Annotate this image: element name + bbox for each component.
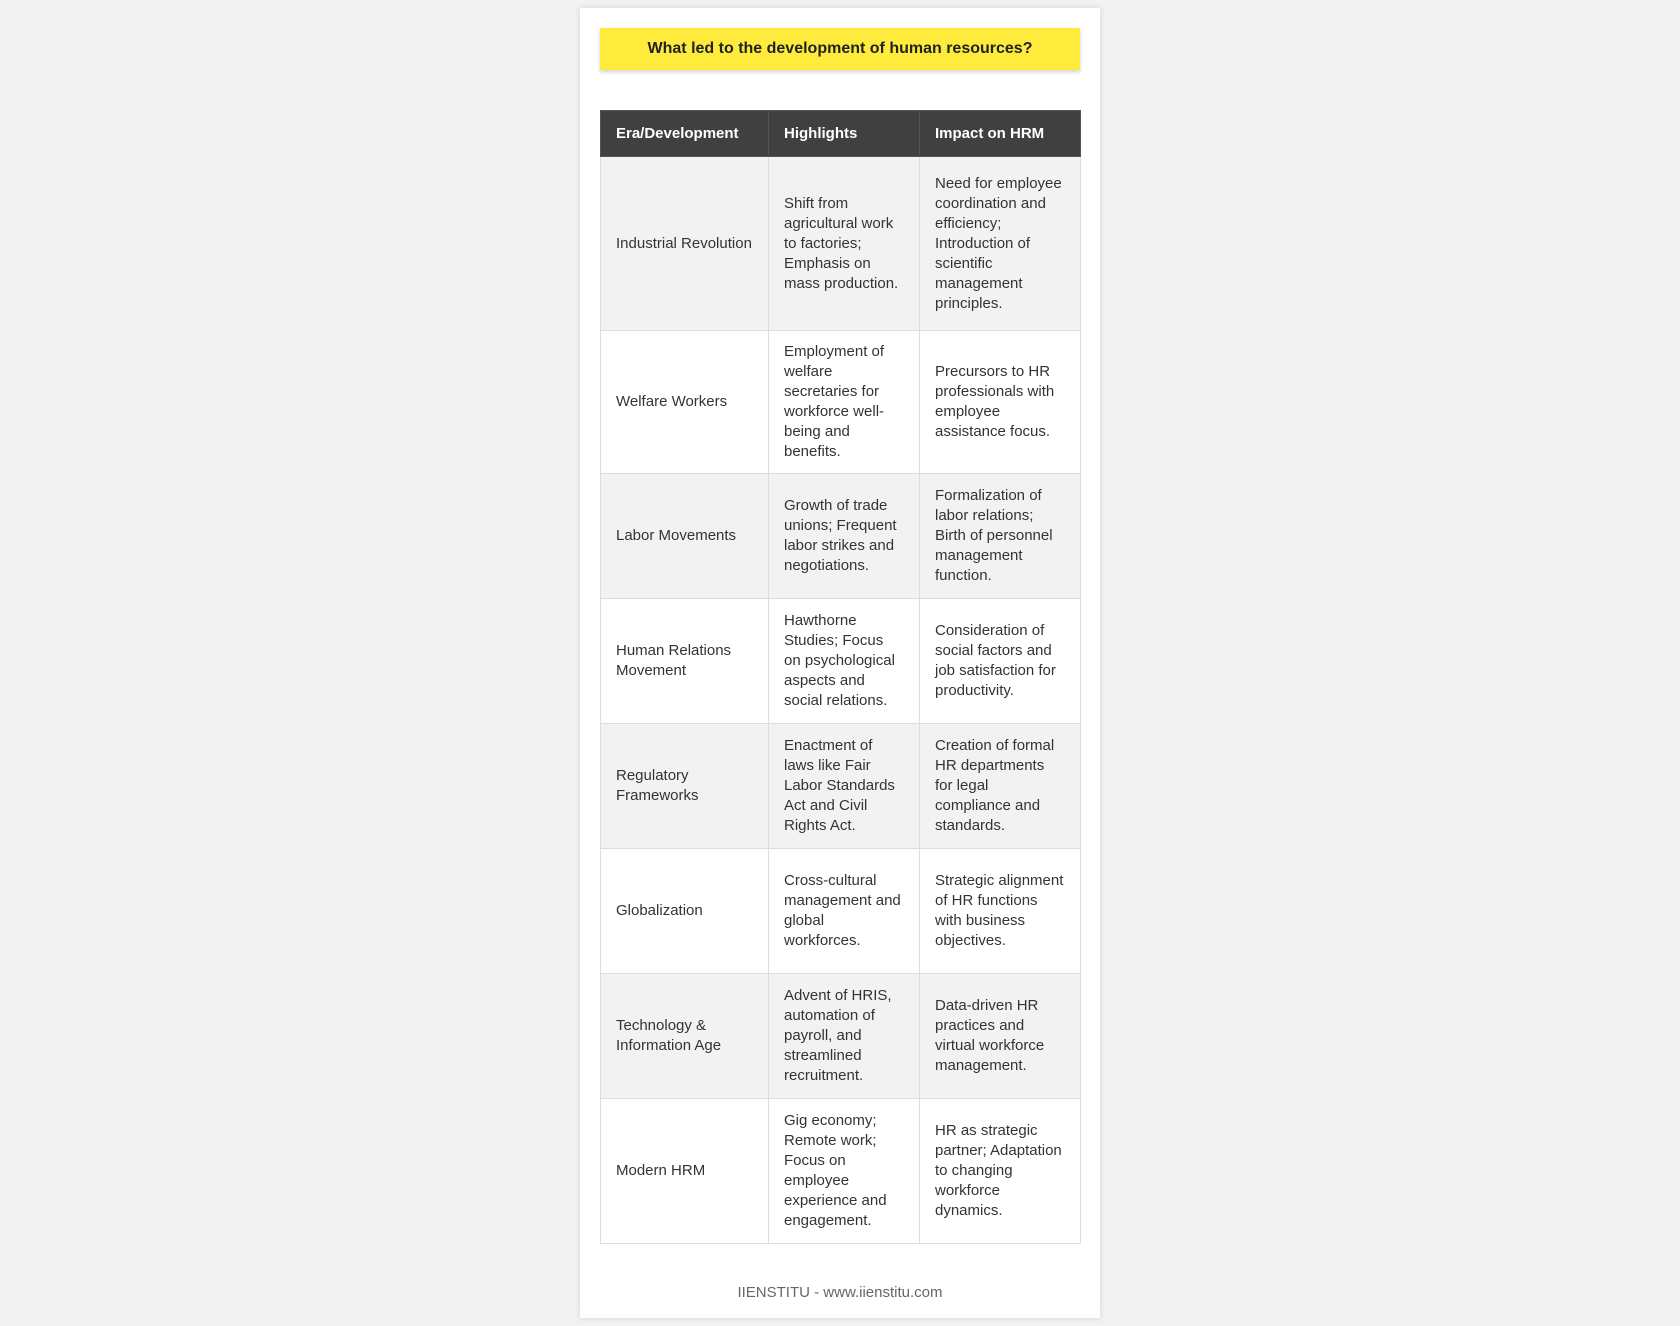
cell-era: Globalization — [601, 849, 769, 974]
cell-era: Regulatory Frameworks — [601, 724, 769, 849]
table-row — [601, 724, 1081, 849]
cell-impact: Precursors to HR professionals with employee assistance focus. — [920, 331, 1081, 474]
cell-impact: Strategic alignment of HR functions with business objectives. — [920, 849, 1081, 974]
table-row — [601, 331, 1081, 474]
page-title: What led to the development of human resources? — [600, 28, 1080, 70]
cell-impact: Formalization of labor relations; Birth of personnel management function. — [920, 474, 1081, 599]
table-row — [601, 599, 1081, 724]
table-row — [601, 1099, 1081, 1244]
footer-credit: IIENSTITU - www.iienstitu.com — [737, 1284, 943, 1301]
header-highlights: Highlights — [769, 111, 920, 157]
cell-impact: Data-driven HR practices and virtual workforce management. — [920, 974, 1081, 1099]
cell-era: Welfare Workers — [601, 331, 769, 474]
cell-highlights: Cross-cultural management and global workforces. — [769, 849, 920, 974]
cell-era: Technology & Information Age — [601, 974, 769, 1099]
table-header-row — [601, 111, 1081, 157]
table-row — [601, 474, 1081, 599]
cell-highlights: Employment of welfare secretaries for workforce well-being and benefits. — [769, 331, 920, 474]
content-card — [580, 8, 1100, 1318]
hr-history-table — [600, 110, 1081, 1244]
cell-highlights: Shift from agricultural work to factories; Emphasis on mass production. — [769, 157, 920, 331]
table-row — [601, 849, 1081, 974]
table-row — [601, 974, 1081, 1099]
cell-era: Human Relations Movement — [601, 599, 769, 724]
cell-impact: Creation of formal HR departments for legal compliance and standards. — [920, 724, 1081, 849]
cell-impact: Need for employee coordination and efficiency; Introduction of scientific management principles. — [920, 157, 1081, 331]
header-impact: Impact on HRM — [920, 111, 1081, 157]
cell-impact: Consideration of social factors and job satisfaction for productivity. — [920, 599, 1081, 724]
cell-era: Industrial Revolution — [601, 157, 769, 331]
cell-highlights: Hawthorne Studies; Focus on psychological aspects and social relations. — [769, 599, 920, 724]
cell-impact: HR as strategic partner; Adaptation to changing workforce dynamics. — [920, 1099, 1081, 1244]
cell-highlights: Advent of HRIS, automation of payroll, and streamlined recruitment. — [769, 974, 920, 1099]
cell-era: Labor Movements — [601, 474, 769, 599]
cell-highlights: Gig economy; Remote work; Focus on employee experience and engagement. — [769, 1099, 920, 1244]
header-era: Era/Development — [601, 111, 769, 157]
table-row — [601, 157, 1081, 331]
cell-highlights: Enactment of laws like Fair Labor Standards Act and Civil Rights Act. — [769, 724, 920, 849]
cell-era: Modern HRM — [601, 1099, 769, 1244]
cell-highlights: Growth of trade unions; Frequent labor strikes and negotiations. — [769, 474, 920, 599]
